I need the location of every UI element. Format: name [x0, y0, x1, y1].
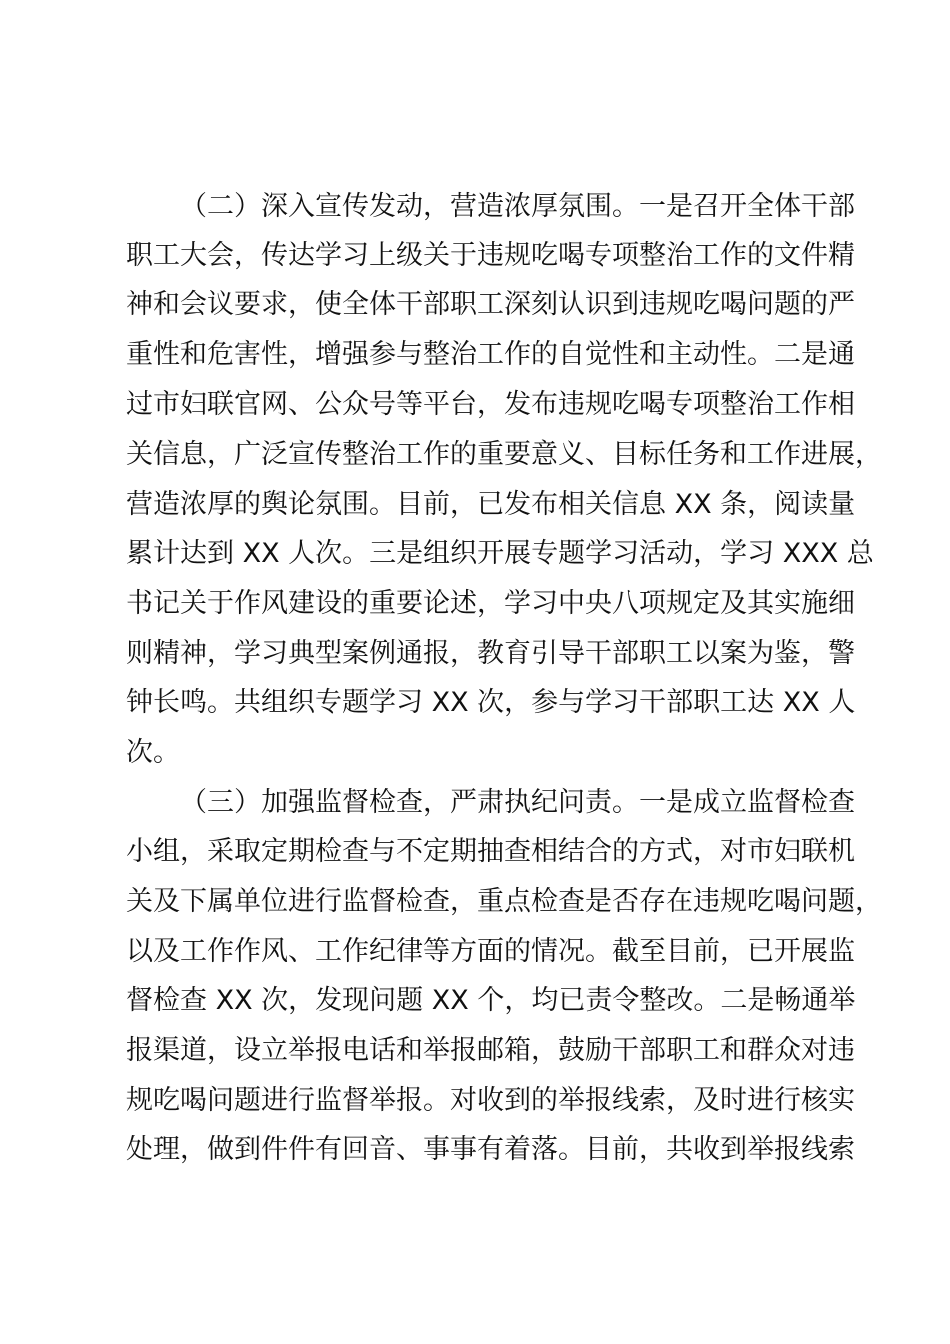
paragraph-1-line-2: 职工大会，传达学习上级关于违规吃喝专项整治工作的文件精 — [126, 240, 855, 271]
paragraph-1-line-9: 书记关于作风建设的重要论述，学习中央八项规定及其实施细 — [126, 588, 855, 619]
paragraph-2-line-8: 处理，做到件件有回音、事事有着落。目前，共收到举报线索 — [126, 1134, 855, 1165]
paragraph-2-line-5: 督检查 XX 次，发现问题 XX 个，均已责令整改。二是畅通举 — [126, 985, 856, 1016]
paragraph-1-line-6: 关信息，广泛宣传整治工作的重要意义、目标任务和工作进展， — [126, 439, 882, 470]
paragraph-1-line-11: 钟长鸣。共组织专题学习 XX 次，参与学习干部职工达 XX 人 — [126, 687, 856, 718]
paragraph-2-line-6: 报渠道，设立举报电话和举报邮箱，鼓励干部职工和群众对违 — [126, 1035, 855, 1066]
paragraph-2-line-2: 小组，采取定期检查与不定期抽查相结合的方式，对市妇联机 — [126, 836, 855, 867]
paragraph-1-line-4: 重性和危害性，增强参与整治工作的自觉性和主动性。二是通 — [126, 339, 855, 370]
paragraph-1-line-1: （二）深入宣传发动，营造浓厚氛围。一是召开全体干部 — [180, 191, 855, 222]
paragraph-2-line-3: 关及下属单位进行监督检查，重点检查是否存在违规吃喝问题， — [126, 886, 882, 917]
paragraph-2-line-7: 规吃喝问题进行监督举报。对收到的举报线索，及时进行核实 — [126, 1085, 855, 1116]
paragraph-1-line-5: 过市妇联官网、公众号等平台，发布违规吃喝专项整治工作相 — [126, 389, 855, 420]
paragraph-2-line-1: （三）加强监督检查，严肃执纪问责。一是成立监督检查 — [180, 787, 855, 818]
paragraph-1-line-8: 累计达到 XX 人次。三是组织开展专题学习活动，学习 XXX 总 — [126, 538, 874, 569]
paragraph-1-line-3: 神和会议要求，使全体干部职工深刻认识到违规吃喝问题的严 — [126, 289, 855, 320]
paragraph-1-line-12: 次。 — [126, 737, 180, 768]
paragraph-1-line-7: 营造浓厚的舆论氛围。目前，已发布相关信息 XX 条，阅读量 — [126, 489, 856, 520]
paragraph-2-line-4: 以及工作作风、工作纪律等方面的情况。截至目前，已开展监 — [126, 936, 855, 967]
paragraph-1-line-10: 则精神，学习典型案例通报，教育引导干部职工以案为鉴，警 — [126, 638, 855, 669]
